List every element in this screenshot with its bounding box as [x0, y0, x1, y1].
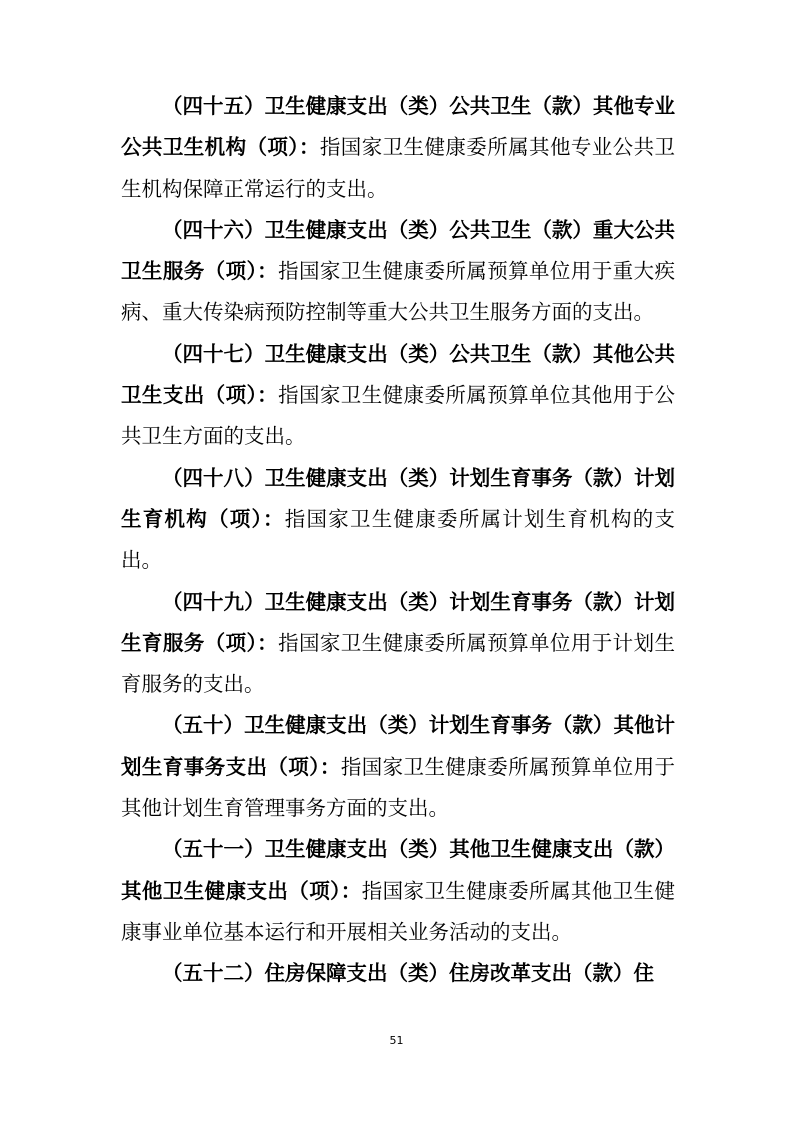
paragraph-heading: （四十九）卫生健康支出（类）计划生育事务（款）计划生育服务（项）：: [121, 589, 675, 655]
paragraph-item-52: [121, 953, 675, 994]
paragraph-text: 指国家卫生健康委所属其他专业公共卫生机构保障正常运行的支出。: [121, 135, 676, 201]
paragraph-text: 指国家卫生健康委所属预算单位用于计划生育服务的支出。: [121, 630, 676, 697]
paragraph-item-46: [121, 210, 675, 334]
paragraph-heading: （五十一）卫生健康支出（类）其他卫生健康支出（款）其他卫生健康支出（项）：: [121, 837, 675, 903]
paragraph-item-45: [121, 86, 675, 210]
paragraph-item-47: [121, 334, 675, 458]
paragraph-text: 指国家卫生健康委所属预算单位用于其他计划生育管理事务方面的支出。: [121, 754, 676, 821]
paragraph-heading: （四十五）卫生健康支出（类）公共卫生（款）其他专业公共卫生机构（项）：: [121, 94, 675, 160]
paragraph-item-48: [121, 458, 675, 582]
paragraph-text: 指国家卫生健康委所属预算单位用于重大疾病、重大传染病预防控制等重大公共卫生服务方面的支出。: [121, 259, 676, 325]
paragraph-heading: （五十）卫生健康支出（类）计划生育事务（款）其他计划生育事务支出（项）：: [121, 713, 675, 779]
page-number: 51: [389, 1034, 404, 1047]
paragraph-item-49: [121, 582, 675, 706]
paragraph-heading: （四十七）卫生健康支出（类）公共卫生（款）其他公共卫生支出（项）：: [121, 341, 675, 408]
paragraph-heading: （五十二）住房保障支出（类）住房改革支出（款）住: [162, 961, 654, 986]
paragraph-heading: （四十六）卫生健康支出（类）公共卫生（款）重大公共卫生服务（项）：: [121, 217, 675, 284]
paragraph-item-50: [121, 705, 675, 829]
paragraph-heading: （四十八）卫生健康支出（类）计划生育事务（款）计划生育机构（项）：: [121, 465, 675, 531]
paragraph-text: 指国家卫生健康委所属预算单位其他用于公共卫生方面的支出。: [121, 383, 676, 449]
paragraph-text: 指国家卫生健康委所属其他卫生健康事业单位基本运行和开展相关业务活动的支出。: [121, 878, 676, 944]
document-body: [121, 86, 675, 995]
paragraph-text: 指国家卫生健康委所属计划生育机构的支出。: [121, 506, 675, 573]
paragraph-item-51: [121, 829, 675, 953]
